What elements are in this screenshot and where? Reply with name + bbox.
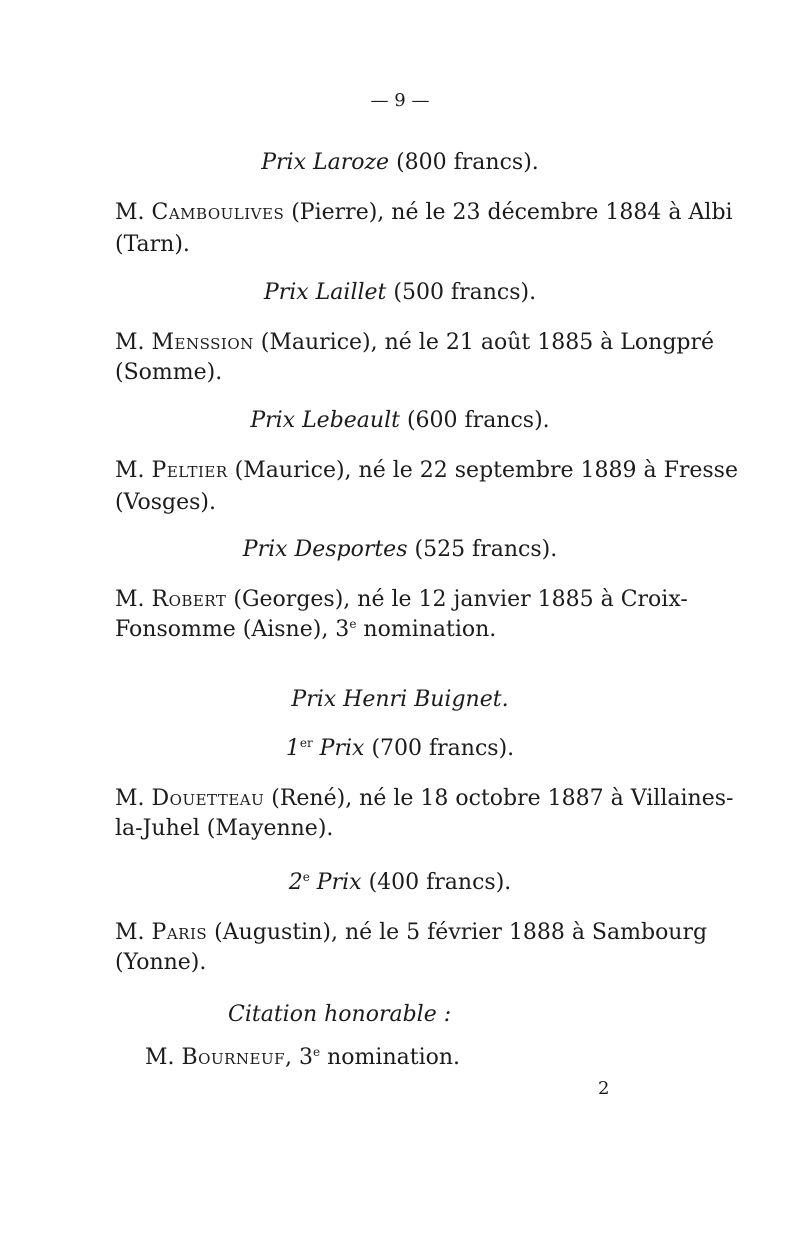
prize-rank: 1 bbox=[285, 736, 300, 761]
ordinal-sup: e bbox=[313, 1045, 321, 1060]
title-m: M. bbox=[115, 786, 152, 811]
second-prize-heading bbox=[0, 870, 800, 896]
prize-amount: (600 francs). bbox=[399, 408, 550, 433]
recipient-surname: Douetteau bbox=[151, 786, 265, 811]
recipient-details: (René), né le 18 octobre 1887 à Villaines- bbox=[264, 786, 734, 811]
recipient-line-paris bbox=[115, 920, 708, 946]
recipient-line-peltier bbox=[115, 458, 738, 484]
prize-word: Prix bbox=[309, 870, 362, 895]
ordinal-sup: e bbox=[302, 870, 310, 885]
prize-heading-buignet: Prix Henri Buignet. bbox=[291, 687, 509, 712]
recipient-details: (Augustin), né le 5 février 1888 à Sambourg bbox=[207, 920, 708, 945]
prize-heading-laroze bbox=[0, 150, 800, 176]
citation-recipient-line bbox=[145, 1045, 460, 1071]
recipient-line-camboulives bbox=[115, 200, 733, 226]
prize-name: Prix Lebeault bbox=[250, 408, 400, 433]
recipient-surname: Bourneuf bbox=[181, 1045, 286, 1070]
ordinal-sup: er bbox=[299, 736, 313, 751]
recipient-line-continuation: (Somme). bbox=[115, 360, 223, 385]
prize-word: Prix bbox=[312, 736, 365, 761]
recipient-details: (Maurice), né le 21 août 1885 à Longpré bbox=[253, 330, 715, 355]
recipient-line-robert bbox=[115, 587, 688, 613]
prize-amount: (400 francs). bbox=[361, 870, 512, 895]
recipient-line-continuation: (Vosges). bbox=[115, 490, 216, 515]
recipient-line-douetteau bbox=[115, 786, 734, 812]
title-m: M. bbox=[115, 587, 152, 612]
recipient-surname: Robert bbox=[151, 587, 227, 612]
prize-amount: (700 francs). bbox=[364, 736, 515, 761]
title-m: M. bbox=[115, 200, 152, 225]
first-prize-heading bbox=[0, 736, 800, 762]
signature-mark: 2 bbox=[598, 1078, 610, 1099]
title-m: M. bbox=[145, 1045, 182, 1070]
title-m: M. bbox=[115, 920, 152, 945]
citation-text-end: nomination. bbox=[320, 1045, 461, 1070]
recipient-surname: Paris bbox=[151, 920, 208, 945]
title-m: M. bbox=[115, 330, 152, 355]
recipient-line-menssion bbox=[115, 330, 715, 356]
recipient-surname: Menssion bbox=[151, 330, 254, 355]
recipient-details: (Maurice), né le 22 septembre 1889 à Fresse bbox=[227, 458, 738, 483]
page-number: — 9 — bbox=[370, 90, 430, 111]
citation-text: , 3 bbox=[285, 1045, 314, 1070]
recipient-line-continuation: (Tarn). bbox=[115, 232, 190, 257]
prize-amount: (525 francs). bbox=[407, 537, 558, 562]
recipient-surname: Peltier bbox=[151, 458, 228, 483]
continuation-text-end: nomination. bbox=[356, 617, 497, 642]
prize-rank: 2 bbox=[288, 870, 303, 895]
recipient-surname: Camboulives bbox=[151, 200, 285, 225]
prize-heading-laillet bbox=[0, 280, 800, 306]
prize-heading-desportes bbox=[0, 537, 800, 563]
citation-heading: Citation honorable : bbox=[228, 1002, 452, 1027]
title-m: M. bbox=[115, 458, 152, 483]
prize-amount: (500 francs). bbox=[386, 280, 537, 305]
recipient-line-continuation: la-Juhel (Mayenne). bbox=[115, 816, 334, 841]
prize-amount: (800 francs). bbox=[389, 150, 539, 175]
ordinal-sup: e bbox=[349, 617, 357, 632]
recipient-details: (Pierre), né le 23 décembre 1884 à Albi bbox=[284, 200, 733, 225]
prize-heading-lebeault bbox=[0, 408, 800, 434]
prize-name: Prix Laroze bbox=[261, 150, 390, 175]
prize-name: Prix Desportes bbox=[242, 537, 408, 562]
continuation-text: Fonsomme (Aisne), 3 bbox=[115, 617, 350, 642]
recipient-details: (Georges), né le 12 janvier 1885 à Croix- bbox=[226, 587, 688, 612]
recipient-line-continuation: (Yonne). bbox=[115, 950, 207, 975]
prize-name: Prix Laillet bbox=[263, 280, 387, 305]
recipient-line-continuation bbox=[115, 617, 496, 643]
